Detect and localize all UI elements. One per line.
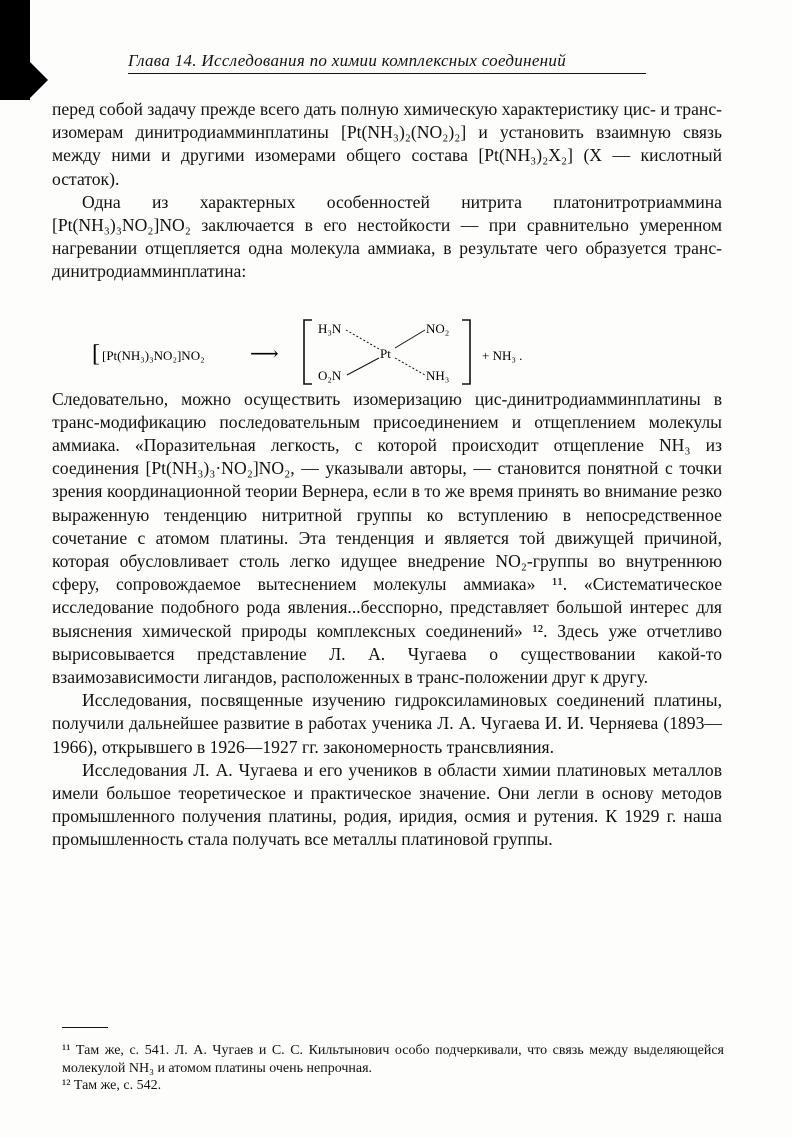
bracket-left <box>304 320 312 384</box>
central-atom: Pt <box>380 346 391 361</box>
paragraph-2: Одна из характерных особенностей нитрита платонитротриаммина [Pt(NH₃)₃NO₂]NO₂ заключается в его нестойкости — при сравнительно умеренном нагревании отщепляется одна молекула аммиака, в результате чего образуется транс-динитродиамминплатина: <box>52 191 722 282</box>
reactant-formula: [Pt(NH₃)₃NO₂]NO₂ <box>102 348 205 363</box>
running-header: Глава 14. Исследования по химии комплексных соединений <box>128 51 646 74</box>
paragraph-1: перед собой задачу прежде всего дать полную химическую характеристику цис- и транс-изомерам динитродиамминплатины [Pt(NH₃)₂(NO₂)₂] и установить взаимную связь между ними и другими изомерами общего состава [Pt(NH₃)₂X₂] (X — кислотный остаток). <box>52 99 722 189</box>
bond-dashed-bottom-right <box>395 358 425 375</box>
bracket-right <box>462 320 470 384</box>
svg-text:[: [ <box>92 341 100 367</box>
body-text <box>52 98 722 852</box>
footnotes <box>62 1042 724 1095</box>
ligand-top-left: H₃N <box>318 321 342 336</box>
paragraph-4: Исследования, посвященные изучению гидроксиламиновых соединений платины, получили дальнейшее развитие в работах ученика Л. А. Чугаева И. И. Черняева (1893—1966), открывшего в 1926—1927 гг. закономерность трансвлияния. <box>52 690 722 757</box>
bond-solid-bottom-left <box>347 358 379 375</box>
byproduct: + NH₃ . <box>482 348 523 363</box>
paragraph-3: Следовательно, можно осуществить изомеризацию цис-динитродиамминплатины в транс-модификацию последовательным присоединением и отщеплением молекулы аммиака. «Поразительная легкость, с которой происходит отщепление NH₃ из соединения [Pt(NH₃)₃·NO₂]NO₂, — указывали авторы, — становится понятной с точки зрения координационной теории Вернера, если в то же время принять во внимание резко выраженную тенденцию нитритной группы ко вступлению в непосредственное сочетание с атомом платины. Эта тенденция и является той движущей причиной, которая обусловливает столь легко идущее внедрение NO₂-группы во внутреннюю сферу, сопровождаемое вытеснением молекулы аммиака» ¹¹. «Систематическое исследование подобного рода явления...бесспорно, представляет большой интерес для выяснения химической природы комплексных соединений» ¹². Здесь уже отчетливо вырисовывается представление Л. А. Чугаева о существовании какой-то взаимозависимости лигандов, расположенных в транс-положении друг к другу. <box>52 388 722 688</box>
ligand-top-right: NO₂ <box>426 321 450 336</box>
reaction-scheme <box>90 318 710 388</box>
ligand-bottom-right: NH₃ <box>426 368 450 383</box>
bond-solid-top-right <box>395 330 425 348</box>
ligand-bottom-left: O₂N <box>318 368 342 383</box>
scan-edge-artifact <box>0 0 30 100</box>
footnote-rule <box>62 1027 108 1028</box>
footnote-11: ¹¹ Там же, с. 541. Л. А. Чугаев и С. С. Кильтынович особо подчеркивали, что связь между выделяющейся молекулой NH₃ и атомом платины очень непрочная. <box>62 1043 724 1076</box>
bond-dashed-top-left <box>346 330 379 349</box>
reaction-arrow: ⟶ <box>250 341 279 365</box>
paragraph-5: Исследования Л. А. Чугаева и его учеников в области химии платиновых металлов имели большое теоретическое и практическое значение. Они легли в основу методов промышленного получения платины, родия, иридия, осмия и рутения. К 1929 г. наша промышленность стала получать все металлы платиновой группы. <box>52 759 722 850</box>
footnote-12: ¹² Там же, с. 542. <box>62 1078 162 1093</box>
